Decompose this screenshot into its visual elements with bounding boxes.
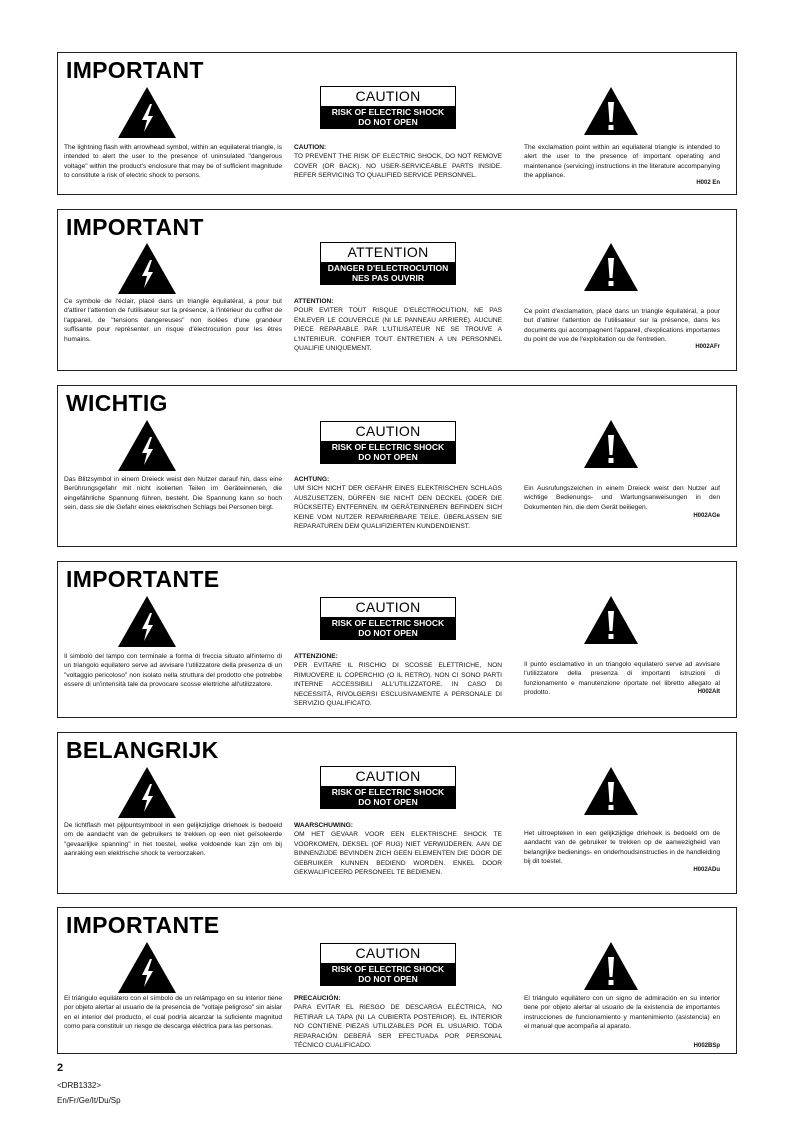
- caution-label: [320, 421, 456, 464]
- lightning-description: Ce symbole de l'éclair, placé dans un triangle équilatéral, a pour but d'attirer l'attention de l'utilisateur sur la présence, à l'intérieur du coffret de l'appareil, de "tensions dangereuses" non isolées d'une grandeur suffisante pour représenter un risque d'électrocution pour les êtres humains.: [64, 298, 282, 343]
- caution-subtext: RISK OF ELECTRIC SHOCK DO NOT OPEN: [320, 963, 456, 986]
- exclamation-triangle-icon: [583, 766, 639, 816]
- exclamation-description: The exclamation point within an equilateral triangle is intended to alert the user to the presence of important operating and maintenance (servicing) instructions in the literature accompanying the appliance.: [524, 144, 720, 180]
- caution-label: [320, 597, 456, 640]
- document-code: <DRB1332>: [57, 1081, 102, 1090]
- caution-text: [294, 821, 502, 877]
- caution-text: [294, 297, 502, 353]
- lightning-triangle-icon: [117, 242, 177, 295]
- language-codes: En/Fr/Ge/It/Du/Sp: [57, 1096, 121, 1105]
- caution-label: [320, 943, 456, 986]
- lightning-triangle-icon: [117, 86, 177, 139]
- reference-code: H002AGe: [693, 513, 720, 519]
- caution-text-label: PRECAUCIÓN:: [294, 995, 341, 1002]
- caution-text-body: UM SICH NICHT DER GEFAHR EINES ELEKTRISCHEN SCHLAGS AUSZUSETZEN, DÜRFEN SIE NICHT DEN DECKEL (ODER DIE RÜCKSEITE) ENTFERNEN. IM GERÄTEINNEREN BEFINDEN SICH KEINE VOM NUTZER REPARIERBARE TEILE. ÜBERLASSEN SIE REPARATUREN DEM QUALIFIZIERTEN KUNDENDIENST.: [294, 485, 502, 531]
- exclamation-description: Ein Ausrufungszeichen in einem Dreieck weist den Nutzer auf wichtige Bedienungs- und Wartungsanweisungen in den Dokumenten hin, die dem Gerät beiliegen.: [524, 485, 720, 511]
- panel-title: IMPORTANTE: [66, 566, 220, 592]
- caution-text-body: OM HET GEVAAR VOOR EEN ELEKTRISCHE SHOCK TE VOORKOMEN, DEKSEL (OF RUG) NIET VERWIJDEREN. AAN DE BINNENZIJDE BEVINDEN ZICH GEEN ELEMENTEN DIE DOOR DE GEBRUIKER KUNNEN BEDIEND WORDEN. ENKEL DOOR GEKWALIFICEERD PERSONEEL TE BEDIENEN.: [294, 831, 502, 877]
- caution-label: [320, 86, 456, 129]
- lightning-triangle-icon: [117, 595, 177, 648]
- right-column: [524, 210, 738, 370]
- lightning-description: The lightning flash with arrowhead symbol, within an equilateral triangle, is intended to alert the user to the presence of uninsulated "dangerous voltage" within the product's enclosure that may be of sufficient magnitude to constitute a risk of electric shock to persons.: [64, 144, 282, 180]
- panel-title: WICHTIG: [66, 390, 168, 416]
- lightning-triangle-icon: [117, 941, 177, 994]
- caution-subtext: RISK OF ELECTRIC SHOCK DO NOT OPEN: [320, 786, 456, 809]
- caution-text: [294, 994, 502, 1050]
- caution-text: [294, 475, 502, 531]
- right-column: [524, 908, 738, 1053]
- warning-panel-ge: [57, 385, 737, 547]
- caution-text-label: WAARSCHUWING:: [294, 822, 353, 829]
- caution-heading: ATTENTION: [320, 242, 456, 262]
- right-column: [524, 53, 738, 194]
- lightning-triangle-icon: [117, 766, 177, 819]
- exclamation-triangle-icon: [583, 242, 639, 292]
- right-column: [524, 733, 738, 893]
- middle-column: [294, 908, 504, 1053]
- caution-heading: CAUTION: [320, 766, 456, 786]
- exclamation-triangle-icon: [583, 595, 639, 645]
- lightning-description: Il simbolo del lampo con terminale a forma di freccia situato all'interno di un triangolo equilatero serve ad avvisare l'utilizzatore della presenza di un "voltaggio pericoloso" non isolato nella struttura del prodotto che potrebbe essere di un'intensità tale da provocare scosse elettriche all'utilizzatore.: [64, 653, 282, 689]
- right-column: [524, 562, 738, 717]
- left-column: [58, 386, 284, 546]
- left-column: [58, 210, 284, 370]
- middle-column: [294, 53, 504, 194]
- exclamation-triangle-icon: [583, 941, 639, 991]
- caution-text-body: PARA EVITAR EL RIESGO DE DESCARGA ELÉCTRICA, NO RETIRAR LA TAPA (NI LA CUBIERTA POSTERIOR). EL INTERIOR NO CONTIENE PIEZAS UTILIZABLES POR EL USUARIO. TODA REPARACIÓN DEBERÁ SER EFECTUADA POR PERSONAL TÉCNICO CUALIFICADO.: [294, 1004, 502, 1050]
- caution-text: [294, 143, 502, 181]
- middle-column: [294, 733, 504, 893]
- reference-code: H002ADu: [693, 867, 720, 873]
- page-number: 2: [57, 1062, 64, 1074]
- caution-text-label: ACHTUNG:: [294, 476, 330, 483]
- reference-code: H002AFr: [695, 344, 720, 350]
- caution-heading: CAUTION: [320, 943, 456, 963]
- caution-heading: CAUTION: [320, 421, 456, 441]
- lightning-description: De lichtflash met pijlpuntsymbool in een gelijkzijdige driehoek is bedoeld om de aandacht van de gebruikers te trekken op een niet geïsoleerde "gevaarlijke spanning" in het toestel, welke voldoende kan zijn om bij aanraking een elektrische shock te veroorzaken.: [64, 822, 282, 858]
- exclamation-description: El triángulo equilátero con un signo de admiración en su interior tiene por objeto alertar al usuario de la existencia de importantes instrucciones de funcionamiento y mantenimiento (asistencia) en el manual que acompaña al aparato.: [524, 995, 720, 1031]
- caution-subtext: RISK OF ELECTRIC SHOCK DO NOT OPEN: [320, 441, 456, 464]
- caution-text-label: ATTENTION:: [294, 298, 334, 305]
- caution-heading: CAUTION: [320, 86, 456, 106]
- right-column: [524, 386, 738, 546]
- panel-title: IMPORTANTE: [66, 912, 220, 938]
- lightning-triangle-icon: [117, 419, 177, 472]
- panel-title: BELANGRIJK: [66, 737, 219, 763]
- caution-text-body: POUR EVITER TOUT RISQUE D'ELECTROCUTION, NE PAS ENLEVER LE COUVERCLE (NI LE PANNEAU ARRIERE). AUCUNE PIECE REPARABLE PAR L'UTILISATEUR NE SE TROUVE A L'INTERIEUR. CONFIER TOUT ENTRETIEN A UN PERSONNEL QUALIFIE UNIQUEMENT.: [294, 307, 502, 353]
- caution-text: [294, 652, 502, 708]
- caution-text-label: CAUTION:: [294, 144, 327, 151]
- exclamation-description: Ce point d'exclamation, placé dans un triangle équilatéral, a pour but d'attirer l'attention de l'utilisateur sur la présence, dans les documents qui accompagnent l'appareil, d'explications importantes du point de vue de l'exploitation ou de l'entretien.: [524, 308, 720, 344]
- panel-title: IMPORTANT: [66, 214, 204, 240]
- caution-subtext: DANGER D'ELECTROCUTION NES PAS OUVRIR: [320, 262, 456, 285]
- warning-panel-sp: [57, 907, 737, 1054]
- caution-text-body: PER EVITARE IL RISCHIO DI SCOSSE ELETTRICHE, NON RIMUOVERE IL COPERCHIO (O IL RETRO). NON CI SONO PARTI INTERNE ACCESSIBILI ALL'UTILIZZATORE. IN CASO DI NECESSITÀ, RIVOLGERSI ESCLUSIVAMENTE A PERSONALE DI SERVIZIO QUALIFICATO.: [294, 662, 502, 708]
- lightning-description: Das Blitzsymbol in einem Dreieck weist den Nutzer darauf hin, dass eine Berührungsgefahr mit nicht isolierten Teilen im Geräteinneren, die eingefährliche Spannung führen, besteht. Die Spannung kann so hoch sein, dass sie die Gefahr eines elektrischen Schlags bei Personen birgt.: [64, 476, 282, 512]
- warning-panel-du: [57, 732, 737, 894]
- middle-column: [294, 210, 504, 370]
- middle-column: [294, 562, 504, 717]
- caution-label: [320, 242, 456, 285]
- reference-code: H002 En: [696, 180, 720, 186]
- exclamation-triangle-icon: [583, 419, 639, 469]
- caution-text-label: ATTENZIONE:: [294, 653, 338, 660]
- exclamation-description: Het uitroepteken in een gelijkzijdige driehoek is bedoeld om de aandacht van de gebruiker te trekken op de aanwezigheid van belangrijke bedienings- en onderhoudsinstructies in de handleiding bij dit toestel.: [524, 830, 720, 866]
- caution-subtext: RISK OF ELECTRIC SHOCK DO NOT OPEN: [320, 106, 456, 129]
- left-column: [58, 562, 284, 717]
- reference-code: H002BSp: [693, 1043, 720, 1049]
- caution-text-body: TO PREVENT THE RISK OF ELECTRIC SHOCK, DO NOT REMOVE COVER (OR BACK). NO USER-SERVICEABLE PARTS INSIDE. REFER SERVICING TO QUALIFIED SERVICE PERSONNEL.: [294, 153, 502, 180]
- middle-column: [294, 386, 504, 546]
- caution-label: [320, 766, 456, 809]
- reference-code: H002AIt: [697, 689, 720, 695]
- left-column: [58, 53, 284, 194]
- warning-panel-fr: [57, 209, 737, 371]
- warning-panel-it: [57, 561, 737, 718]
- exclamation-triangle-icon: [583, 86, 639, 136]
- caution-heading: CAUTION: [320, 597, 456, 617]
- left-column: [58, 733, 284, 893]
- left-column: [58, 908, 284, 1053]
- exclamation-description: Il punto esclamativo in un triangolo equilatero serve ad avvisare l'utilizzatore della presenza di importanti istruzioni di funzionamento e manutenzione riportate nel libretto allegato al prodotto.: [524, 661, 720, 697]
- warning-panel-en: [57, 52, 737, 195]
- lightning-description: El triángulo equilátero con el símbolo de un relámpago en su interior tiene por objeto alertar al usuario de la presencia de "voltaje peligroso" sin aislar en el interior del producto, el cual podría alcanzar la suficiente magnitud como para constituir un riesgo de descarga eléctrica para las personas.: [64, 995, 283, 1031]
- caution-subtext: RISK OF ELECTRIC SHOCK DO NOT OPEN: [320, 617, 456, 640]
- panel-title: IMPORTANT: [66, 57, 204, 83]
